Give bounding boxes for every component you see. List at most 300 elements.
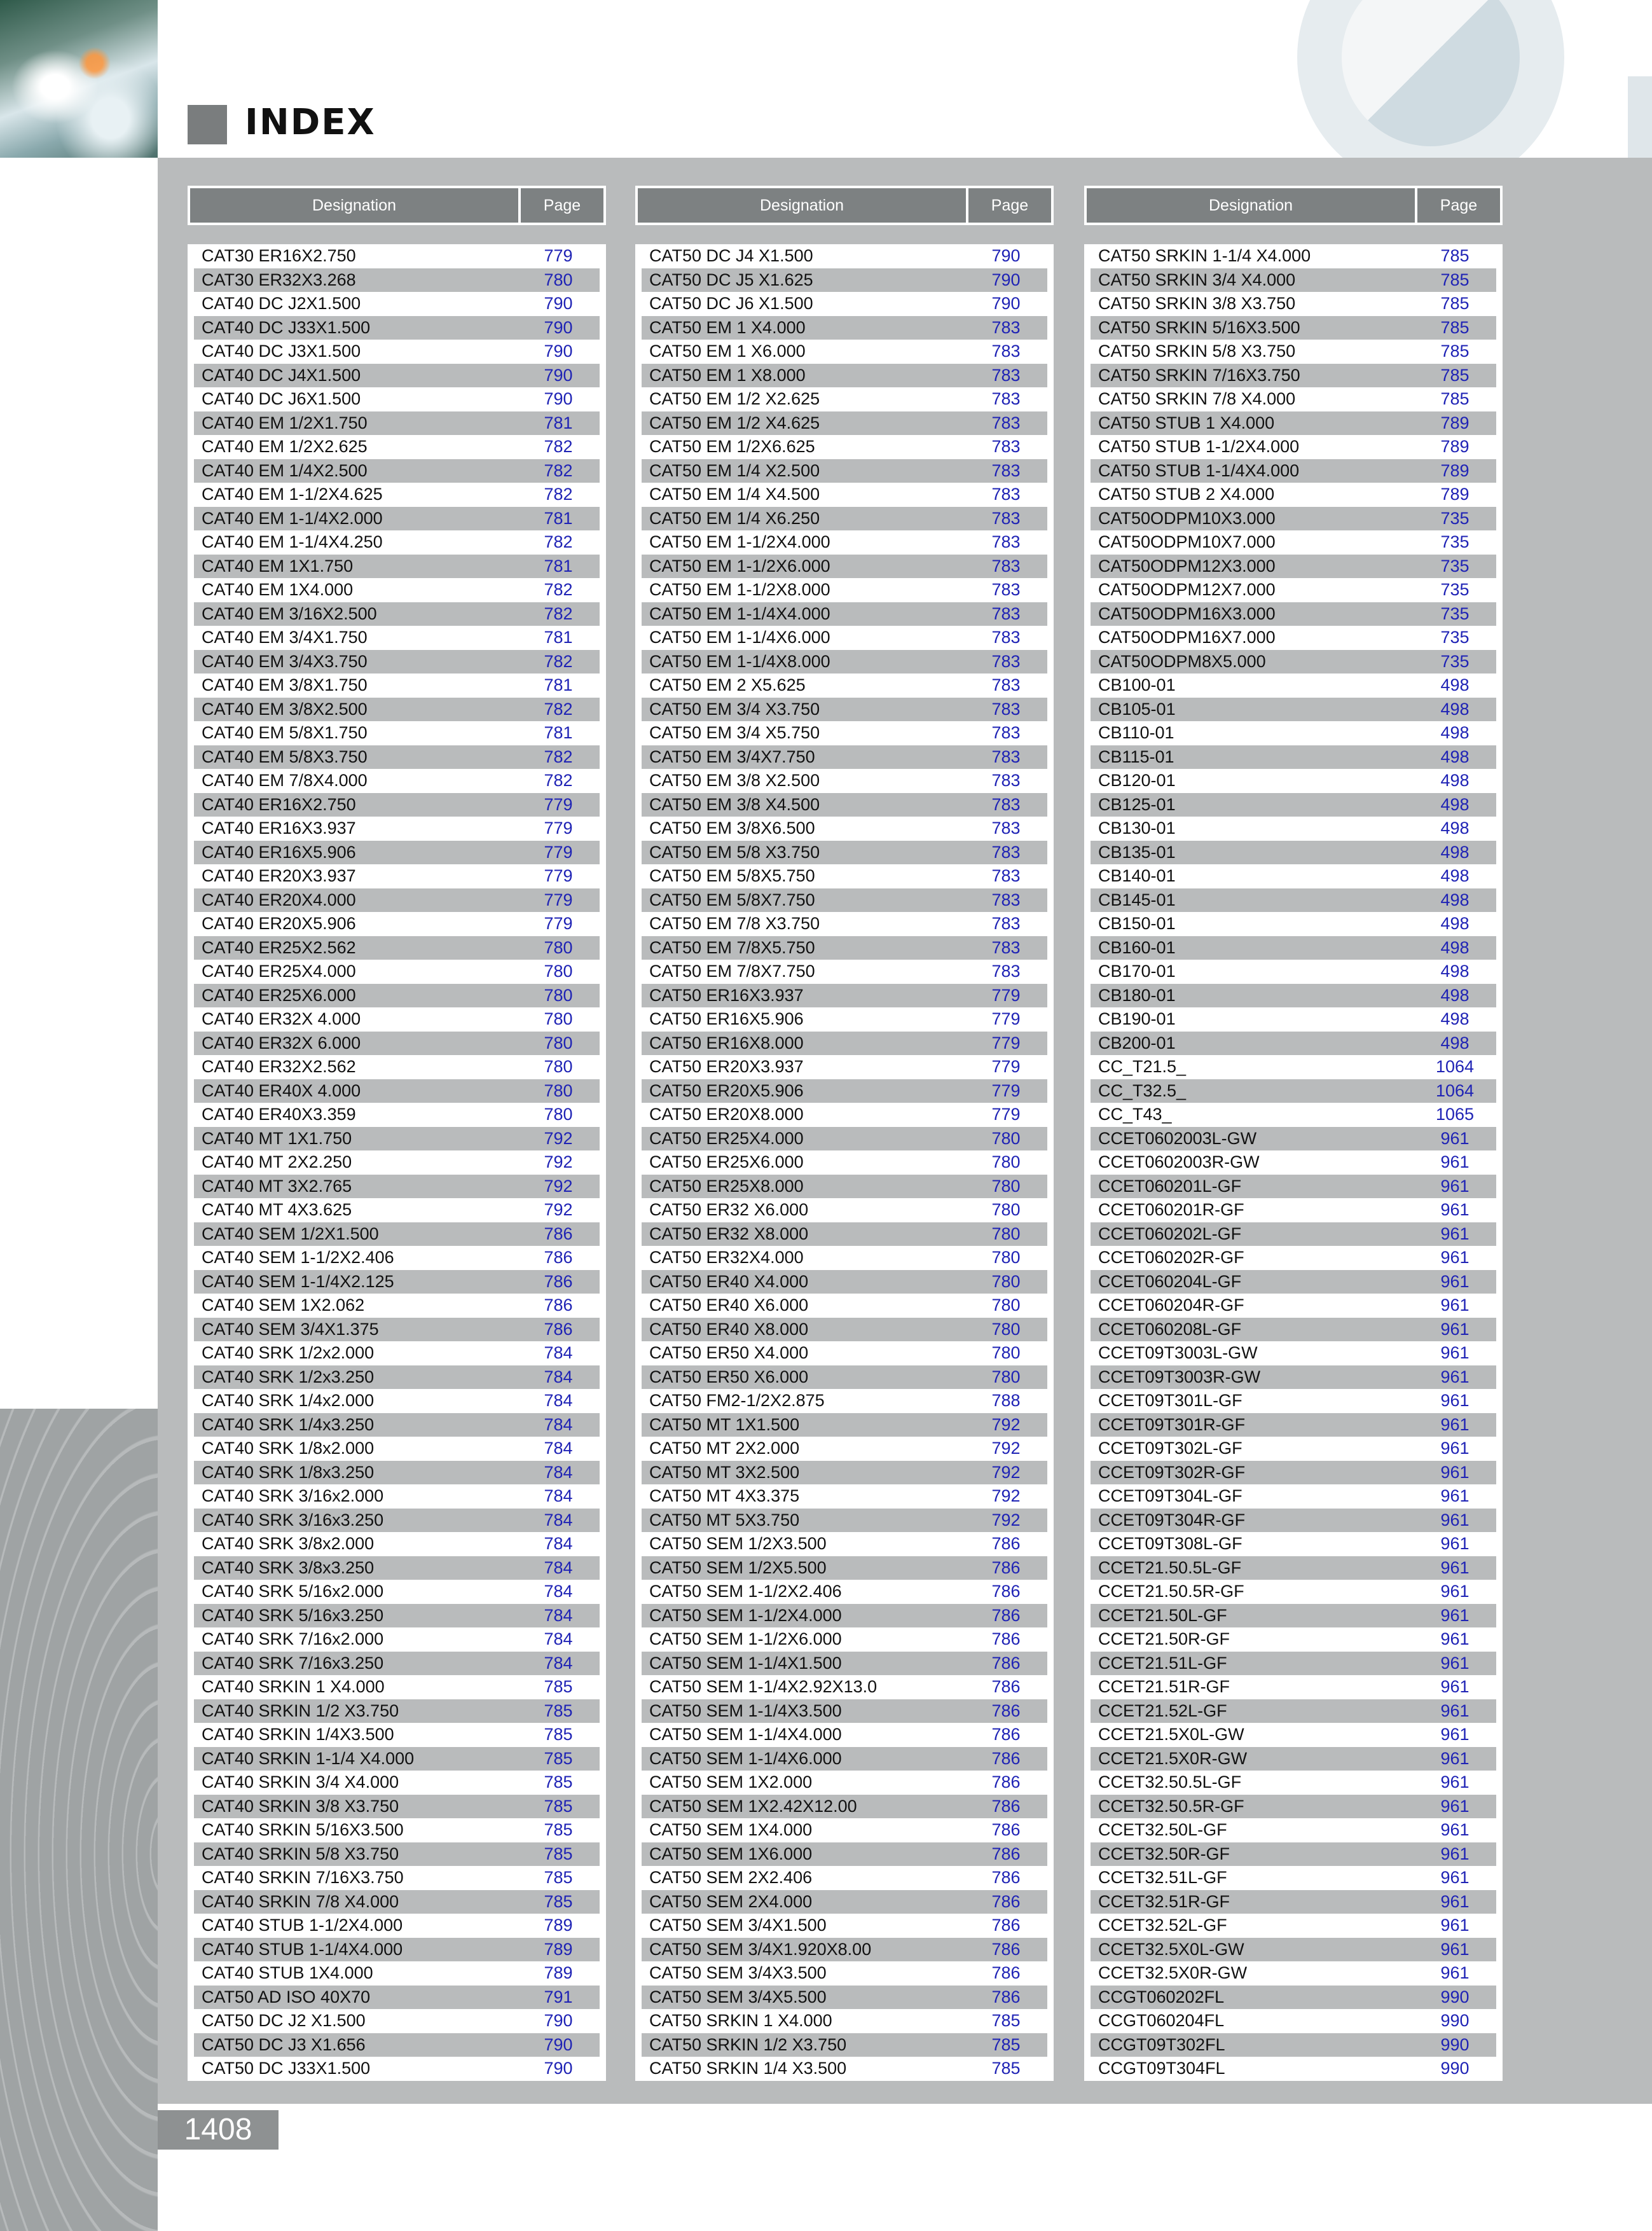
index-table-2 (635, 186, 1054, 2078)
page-cell: 961 (1440, 1701, 1470, 1720)
page-cell: 779 (991, 1033, 1021, 1053)
designation-cell: CAT50 SEM 1-1/2X2.406 (649, 1582, 842, 1601)
page-cell: 783 (991, 866, 1021, 886)
table-row (1091, 1866, 1496, 1890)
table-row (642, 650, 1047, 674)
designation-cell: CAT50 ER25X6.000 (649, 1152, 804, 1172)
table-row (194, 1055, 600, 1079)
table-row (194, 1341, 600, 1365)
page-cell: 779 (991, 1057, 1021, 1077)
designation-cell: CAT50 ER32 X6.000 (649, 1200, 809, 1220)
table-row (1091, 1055, 1496, 1079)
designation-cell: CAT50 ER40 X4.000 (649, 1271, 809, 1291)
page-cell: 961 (1440, 1486, 1470, 1506)
page-cell: 781 (544, 628, 573, 647)
table-row (194, 578, 600, 602)
table-row (642, 483, 1047, 507)
table-row (194, 1604, 600, 1628)
page-cell: 783 (991, 890, 1021, 909)
table-row (642, 292, 1047, 316)
page-cell: 783 (991, 556, 1021, 576)
page-cell: 782 (544, 699, 573, 719)
designation-cell: CAT50 SEM 1X2.000 (649, 1772, 813, 1792)
page-cell: 785 (1440, 294, 1470, 314)
page-cell: 779 (991, 1009, 1021, 1029)
table-row (642, 888, 1047, 913)
table-row (194, 1318, 600, 1342)
designation-cell: CAT40 ER40X 4.000 (202, 1081, 361, 1100)
page-cell: 790 (544, 389, 573, 409)
table-row (1091, 1318, 1496, 1342)
page-cell: 1064 (1435, 1057, 1475, 1077)
page-cell: 782 (544, 532, 573, 552)
page-cell: 782 (544, 651, 573, 671)
designation-cell: CAT50 EM 1/4 X4.500 (649, 485, 820, 504)
page-cell: 785 (544, 1820, 573, 1840)
page-cell: 782 (544, 437, 573, 457)
table-row (194, 1580, 600, 1604)
page-cell: 784 (544, 1391, 573, 1411)
page-cell: 782 (544, 460, 573, 480)
page-cell: 786 (544, 1271, 573, 1291)
page-cell: 783 (991, 842, 1021, 862)
page-cell: 785 (991, 2011, 1021, 2031)
designation-cell: CAT40 ER32X 6.000 (202, 1033, 361, 1053)
designation-cell: CCET32.51L-GF (1098, 1868, 1227, 1888)
table-row (1091, 1747, 1496, 1771)
designation-cell: CAT40 EM 1X4.000 (202, 580, 354, 600)
table-row (194, 769, 600, 793)
page-cell: 784 (544, 1414, 573, 1434)
page-cell: 786 (991, 1725, 1021, 1744)
designation-cell: CAT30 ER16X2.750 (202, 246, 356, 266)
page-cell: 961 (1440, 1844, 1470, 1863)
table-row (1091, 626, 1496, 650)
table-row (194, 1270, 600, 1294)
table-row (1091, 364, 1496, 388)
page-cell: 780 (544, 962, 573, 981)
designation-cell: CAT40 SEM 1/2X1.500 (202, 1224, 379, 1243)
table-row (642, 1198, 1047, 1222)
page-cell: 783 (991, 580, 1021, 600)
page-cell: 785 (544, 1772, 573, 1792)
designation-cell: CAT50 SEM 1-1/4X4.000 (649, 1725, 842, 1744)
designation-cell: CAT50 EM 3/8 X2.500 (649, 771, 820, 791)
page-cell: 786 (991, 1701, 1021, 1720)
designation-cell: CAT30 ER32X3.268 (202, 270, 356, 289)
table-row (1091, 459, 1496, 483)
table-row (194, 435, 600, 459)
page-cell: 786 (991, 1916, 1021, 1935)
designation-cell: CAT50 ER40 X8.000 (649, 1319, 809, 1339)
table-row (642, 1007, 1047, 1032)
designation-cell: CAT50 SEM 1-1/2X6.000 (649, 1629, 842, 1649)
table-row (642, 1723, 1047, 1747)
page-cell: 785 (1440, 365, 1470, 385)
designation-cell: CB160-01 (1098, 937, 1176, 957)
designation-cell: CCET09T304R-GF (1098, 1510, 1246, 1530)
table-row (194, 1723, 600, 1747)
designation-cell: CAT40 DC J6X1.500 (202, 389, 361, 409)
table-row (642, 435, 1047, 459)
table-row (194, 1866, 600, 1890)
page-cell: 779 (544, 818, 573, 838)
designation-cell: CCET32.50.5L-GF (1098, 1772, 1242, 1792)
table-row (1091, 1389, 1496, 1413)
table-row (642, 555, 1047, 579)
designation-cell: CAT40 SRKIN 1 X4.000 (202, 1677, 385, 1697)
page-cell: 783 (991, 699, 1021, 719)
page-cell: 961 (1440, 1772, 1470, 1792)
page-cell: 961 (1440, 1629, 1470, 1649)
designation-cell: CAT50 EM 5/8X7.750 (649, 890, 815, 909)
table-row (1091, 1294, 1496, 1318)
table-row (642, 1389, 1047, 1413)
designation-cell: CAT50ODPM10X7.000 (1098, 532, 1276, 552)
designation-cell: CCET32.50R-GF (1098, 1844, 1230, 1863)
designation-cell: CAT50 ER16X3.937 (649, 985, 804, 1005)
page-cell: 498 (1440, 675, 1470, 695)
table-row (1091, 1509, 1496, 1533)
page-cell: 790 (991, 246, 1021, 266)
table-row (194, 1961, 600, 1986)
table-row (1091, 745, 1496, 770)
designation-cell: CAT50 DC J2 X1.500 (202, 2011, 366, 2031)
designation-cell: CAT50 SEM 2X2.406 (649, 1868, 813, 1888)
designation-cell: CAT50 EM 1 X4.000 (649, 317, 806, 337)
page-cell: 785 (544, 1891, 573, 1911)
table-row (194, 1127, 600, 1151)
page-cell: 498 (1440, 723, 1470, 743)
table-row (194, 1246, 600, 1270)
table-row (1091, 530, 1496, 555)
table-row (642, 1341, 1047, 1365)
page-cell: 961 (1440, 1725, 1470, 1744)
table-row (642, 745, 1047, 770)
page-cell: 790 (544, 365, 573, 385)
table-row (642, 769, 1047, 793)
table-row (1091, 1604, 1496, 1628)
page-cell: 961 (1440, 1439, 1470, 1458)
designation-cell: CCET21.50.5R-GF (1098, 1582, 1244, 1601)
designation-cell: CAT50 EM 3/8 X4.500 (649, 794, 820, 814)
page-cell: 783 (991, 604, 1021, 623)
designation-cell: CAT50 EM 1/2 X2.625 (649, 389, 820, 409)
table-row (642, 626, 1047, 650)
designation-cell: CAT40 EM 3/8X1.750 (202, 675, 368, 695)
table-row (194, 1795, 600, 1819)
table-row (642, 1413, 1047, 1437)
designation-cell: CAT50 DC J4 X1.500 (649, 246, 813, 266)
designation-cell: CAT50 SRKIN 7/16X3.750 (1098, 365, 1300, 385)
page-cell: 786 (991, 1772, 1021, 1792)
designation-cell: CAT50 SEM 1X6.000 (649, 1844, 813, 1863)
table-row (1091, 1580, 1496, 1604)
table-row (1091, 1890, 1496, 1914)
designation-cell: CCGT09T304FL (1098, 2059, 1225, 2078)
page-cell: 961 (1440, 1224, 1470, 1243)
table-row (1091, 602, 1496, 626)
page-cell: 961 (1440, 1391, 1470, 1411)
designation-cell: CB130-01 (1098, 818, 1176, 838)
table-row (642, 1771, 1047, 1795)
table-body (635, 244, 1054, 2081)
page-cell: 784 (544, 1367, 573, 1386)
table-row (194, 1103, 600, 1127)
designation-cell: CCET32.50L-GF (1098, 1820, 1227, 1840)
designation-cell: CAT50 DC J33X1.500 (202, 2059, 371, 2078)
table-row (1091, 2057, 1496, 2081)
designation-cell: CAT40 STUB 1X4.000 (202, 1963, 373, 1983)
page-cell: 961 (1440, 1939, 1470, 1959)
table-body (1084, 244, 1503, 2081)
table-row (1091, 1365, 1496, 1390)
table-row (194, 1675, 600, 1699)
designation-cell: CAT50 EM 1-1/4X8.000 (649, 651, 830, 671)
page-cell: 781 (544, 413, 573, 432)
page-cell: 786 (991, 1629, 1021, 1649)
designation-cell: CCGT09T302FL (1098, 2034, 1225, 2054)
page-cell: 780 (544, 1105, 573, 1124)
designation-cell: CCET09T301R-GF (1098, 1414, 1246, 1434)
table-row (1091, 793, 1496, 817)
designation-cell: CCET32.5X0R-GW (1098, 1963, 1248, 1983)
table-row (1091, 1032, 1496, 1056)
page-cell: 784 (544, 1510, 573, 1530)
table-row (1091, 292, 1496, 316)
designation-cell: CAT50 STUB 1-1/2X4.000 (1098, 437, 1300, 457)
table-row (194, 1437, 600, 1461)
page-cell: 791 (544, 1987, 573, 2007)
page-cell: 786 (991, 1796, 1021, 1816)
table-row (642, 1914, 1047, 1938)
designation-cell: CB140-01 (1098, 866, 1176, 886)
page-cell: 498 (1440, 890, 1470, 909)
designation-cell: CAT50 SRKIN 1/2 X3.750 (649, 2034, 847, 2054)
designation-cell: CAT40 SRK 1/2x2.000 (202, 1343, 375, 1363)
page-cell: 735 (1440, 628, 1470, 647)
table-row (642, 1103, 1047, 1127)
table-row (642, 1747, 1047, 1771)
page-cell: 783 (991, 628, 1021, 647)
designation-cell: CAT40 EM 3/4X1.750 (202, 628, 368, 647)
page-cell: 781 (544, 556, 573, 576)
table-row (194, 1747, 600, 1771)
page-cell: 792 (991, 1414, 1021, 1434)
table-row (1091, 912, 1496, 936)
table-row (194, 936, 600, 960)
designation-cell: CAT50 MT 1X1.500 (649, 1414, 800, 1434)
table-row (642, 2057, 1047, 2081)
designation-cell: CAT50ODPM16X7.000 (1098, 628, 1276, 647)
designation-cell: CB200-01 (1098, 1033, 1176, 1053)
table-row (194, 1842, 600, 1867)
table-row (1091, 1484, 1496, 1509)
designation-cell: CCET09T301L-GF (1098, 1391, 1242, 1411)
page-cell: 783 (991, 389, 1021, 409)
page-cell: 780 (544, 1033, 573, 1053)
table-row (1091, 411, 1496, 436)
table-row (1091, 1127, 1496, 1151)
page-cell: 735 (1440, 508, 1470, 528)
designation-cell: CAT40 SRKIN 7/8 X4.000 (202, 1891, 399, 1911)
designation-cell: CAT40 EM 1/4X2.500 (202, 460, 368, 480)
designation-cell: CAT50 DC J6 X1.500 (649, 294, 813, 314)
table-row (642, 2009, 1047, 2033)
designation-cell: CAT50 SEM 1-1/2X4.000 (649, 1605, 842, 1625)
designation-cell: CAT40 MT 1X1.750 (202, 1128, 352, 1148)
designation-cell: CAT40 SRKIN 1/2 X3.750 (202, 1701, 399, 1720)
designation-cell: CAT50 SEM 3/4X1.920X8.00 (649, 1939, 872, 1959)
designation-cell: CAT50 ER20X3.937 (649, 1057, 804, 1077)
page-cell: 785 (544, 1725, 573, 1744)
designation-cell: CAT50 SRKIN 7/8 X4.000 (1098, 389, 1296, 409)
page-cell: 498 (1440, 985, 1470, 1005)
page-cell: 786 (991, 1891, 1021, 1911)
page-cell: 779 (544, 890, 573, 909)
designation-cell: CCET09T3003L-GW (1098, 1343, 1258, 1363)
table-row (642, 1961, 1047, 1986)
designation-cell: CAT50 SRKIN 1/4 X3.500 (649, 2059, 847, 2078)
table-row (194, 459, 600, 483)
page-cell: 783 (991, 437, 1021, 457)
table-row (1091, 507, 1496, 531)
table-row (194, 1986, 600, 2010)
table-row (194, 1294, 600, 1318)
designation-cell: CB120-01 (1098, 771, 1176, 791)
designation-cell: CB115-01 (1098, 747, 1174, 766)
page-cell: 990 (1440, 2034, 1470, 2054)
designation-cell: CAT40 SRK 3/8x3.250 (202, 1558, 375, 1577)
designation-cell: CAT50 EM 1 X8.000 (649, 365, 806, 385)
page-cell: 786 (991, 1558, 1021, 1577)
page-cell: 961 (1440, 1963, 1470, 1983)
page-cell: 792 (544, 1176, 573, 1196)
page-cell: 961 (1440, 1248, 1470, 1267)
table-row (1091, 1413, 1496, 1437)
page-cell: 961 (1440, 1558, 1470, 1577)
table-row (194, 650, 600, 674)
page-cell: 786 (991, 1963, 1021, 1983)
page-cell: 1064 (1435, 1081, 1475, 1100)
table-row (194, 864, 600, 888)
page-cell: 782 (544, 485, 573, 504)
table-row (642, 936, 1047, 960)
page-cell: 779 (544, 246, 573, 266)
designation-cell: CCET32.50.5R-GF (1098, 1796, 1244, 1816)
table-row (194, 960, 600, 984)
page-cell: 786 (991, 1677, 1021, 1697)
page-cell: 786 (991, 1844, 1021, 1863)
table-row (1091, 769, 1496, 793)
table-row (194, 1365, 600, 1390)
designation-header: Designation (638, 188, 968, 223)
table-row (1091, 817, 1496, 841)
table-row (1091, 936, 1496, 960)
designation-cell: CAT40 EM 1-1/4X2.000 (202, 508, 383, 528)
designation-cell: CAT50 SEM 3/4X5.500 (649, 1987, 827, 2007)
table-row (642, 1866, 1047, 1890)
page-header: Page (1440, 197, 1478, 214)
title-marker (188, 105, 227, 144)
page-cell: 784 (544, 1629, 573, 1649)
table-row (1091, 864, 1496, 888)
page-cell: 792 (544, 1152, 573, 1172)
page-cell: 792 (991, 1439, 1021, 1458)
table-row (194, 698, 600, 722)
page-cell: 786 (544, 1319, 573, 1339)
designation-cell: CAT50 MT 2X2.000 (649, 1439, 800, 1458)
designation-cell: CAT50ODPM10X3.000 (1098, 508, 1276, 528)
table-row (194, 912, 600, 936)
designation-cell: CAT50 SRKIN 3/8 X3.750 (1098, 294, 1296, 314)
table-row (642, 673, 1047, 698)
page-cell: 783 (991, 532, 1021, 552)
page-cell: 785 (991, 2034, 1021, 2054)
page-cell: 782 (544, 747, 573, 766)
designation-cell: CAT50 ER40 X6.000 (649, 1295, 809, 1315)
designation-cell: CAT50 EM 3/8X6.500 (649, 818, 815, 838)
page-cell: 785 (991, 2059, 1021, 2078)
designation-cell: CAT50 EM 3/4 X3.750 (649, 699, 820, 719)
table-row (194, 2057, 600, 2081)
table-row (642, 340, 1047, 364)
page-cell: 783 (991, 485, 1021, 504)
page-cell: 786 (991, 1653, 1021, 1673)
table-row (1091, 2033, 1496, 2057)
designation-cell: CAT50 EM 2 X5.625 (649, 675, 806, 695)
page-cell: 785 (1440, 317, 1470, 337)
designation-cell: CAT50 ER25X4.000 (649, 1128, 804, 1148)
table-row (1091, 1437, 1496, 1461)
page-cell: 961 (1440, 1891, 1470, 1911)
table-row (642, 912, 1047, 936)
table-row (1091, 1795, 1496, 1819)
table-row (1091, 1461, 1496, 1485)
designation-cell: CCET09T3003R-GW (1098, 1367, 1261, 1386)
table-row (1091, 2009, 1496, 2033)
designation-cell: CAT50 ER32X4.000 (649, 1248, 804, 1267)
page-cell: 783 (991, 651, 1021, 671)
page-cell: 498 (1440, 937, 1470, 957)
page-cell: 789 (1440, 460, 1470, 480)
page-cell: 961 (1440, 1462, 1470, 1482)
designation-cell: CCET09T308L-GF (1098, 1534, 1242, 1554)
page-cell: 786 (991, 1820, 1021, 1840)
designation-cell: CCET32.51R-GF (1098, 1891, 1230, 1911)
table-row (194, 817, 600, 841)
table-row (642, 1175, 1047, 1199)
table-row (642, 864, 1047, 888)
page-cell: 792 (544, 1200, 573, 1220)
designation-cell: CAT40 SRKIN 5/8 X3.750 (202, 1844, 399, 1863)
table-row (1091, 340, 1496, 364)
designation-cell: CAT40 SRK 5/16x3.250 (202, 1605, 384, 1625)
table-row (642, 1055, 1047, 1079)
page-cell: 735 (1440, 532, 1470, 552)
page-cell: 792 (991, 1486, 1021, 1506)
page-cell: 783 (991, 818, 1021, 838)
page-cell: 785 (1440, 270, 1470, 289)
designation-cell: CAT50 EM 5/8X5.750 (649, 866, 815, 886)
designation-cell: CB150-01 (1098, 914, 1176, 934)
designation-cell: CAT50 SEM 1-1/4X3.500 (649, 1701, 842, 1720)
table-row (194, 1198, 600, 1222)
table-row (642, 1150, 1047, 1175)
designation-cell: CAT50 SEM 1X4.000 (649, 1820, 813, 1840)
designation-cell: CCET21.50L-GF (1098, 1605, 1227, 1625)
page-cell: 783 (991, 365, 1021, 385)
